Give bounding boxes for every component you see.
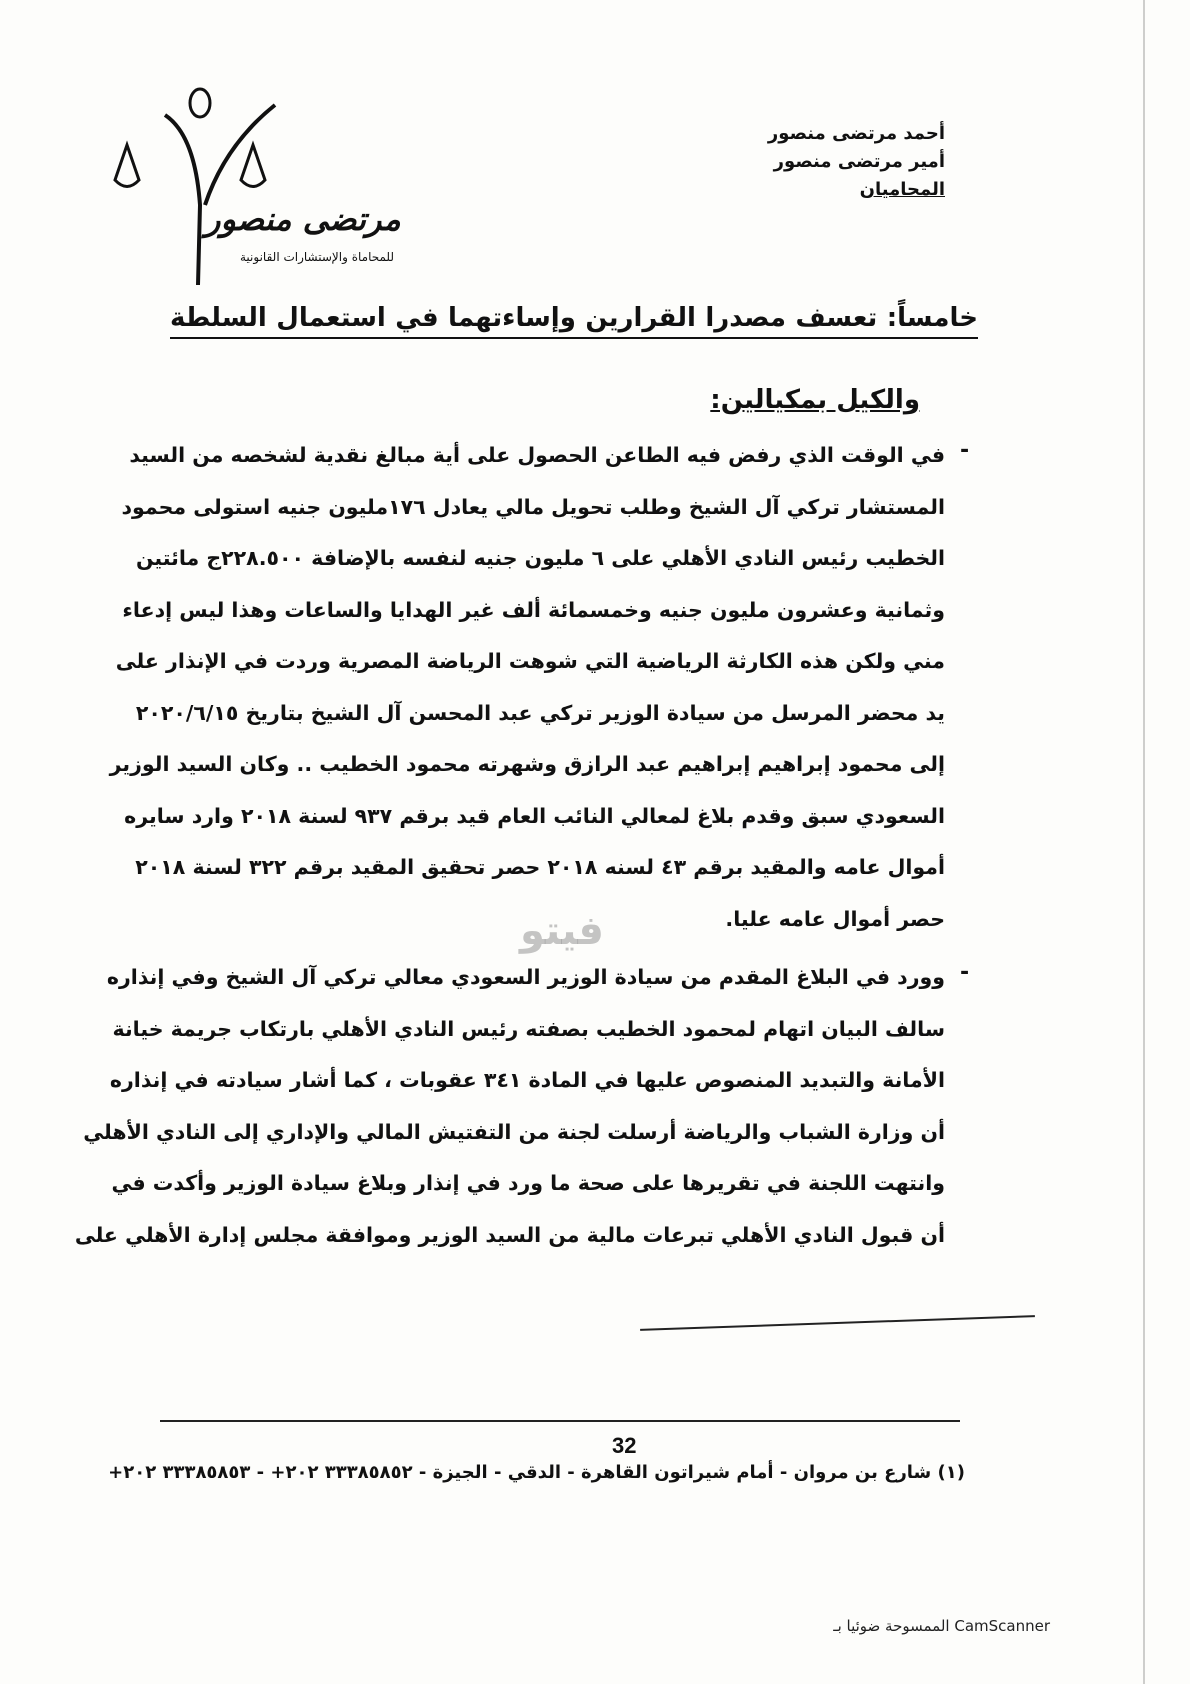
logo-subtitle: للمحاماة والإستشارات القانونية xyxy=(240,250,395,264)
body-line: حصر أموال عامه عليا. xyxy=(725,906,945,931)
body-line: الأمانة والتبديد المنصوص عليها في المادة ٣٤١ عقوبات ، كما أشار سيادته في إنذاره xyxy=(109,1068,945,1092)
scan-edge xyxy=(1143,0,1145,1684)
body-line: وانتهت اللجنة في تقريرها على صحة ما ورد في إنذار وبلاغ سيادة الوزير وأكدت في xyxy=(111,1171,945,1195)
body-line: في الوقت الذي رفض فيه الطاعن الحصول على أية مبالغ نقدية لشخصه من السيد xyxy=(129,443,945,467)
footer-rule xyxy=(160,1420,960,1422)
section-heading-cont: والكيل بمكيالين: xyxy=(710,385,920,415)
page-number: 32 xyxy=(612,1433,637,1458)
watermark: فيتو xyxy=(520,908,604,954)
body-line: الخطيب رئيس النادي الأهلي على ٦ مليون جنيه لنفسه بالإضافة ٢٢٨.٥٠٠ج مائتين xyxy=(135,546,945,570)
bullet: - xyxy=(960,438,970,463)
body-line: يد محضر المرسل من سيادة الوزير تركي عبد المحسن آل الشيخ بتاريخ ٢٠٢٠/٦/١٥ xyxy=(135,700,945,725)
body-line: إلى محمود إبراهيم إبراهيم عبد الرازق وشهرته محمود الخطيب .. وكان السيد الوزير xyxy=(109,752,945,776)
body-line: السعودي سبق وقدم بلاغ لمعالي النائب العام قيد برقم ٩٣٧ لسنة ٢٠١٨ وارد سايره xyxy=(124,803,945,828)
lawyers-title: المحاميان xyxy=(859,179,945,200)
lawyer-name: أحمد مرتضى منصور xyxy=(767,123,945,144)
body-line: مني ولكن هذه الكارثة الرياضية التي شوهت الرياضة المصرية وردت في الإنذار على xyxy=(115,649,945,673)
section-heading: خامساً: تعسف مصدرا القرارين وإساءتهما في استعمال السلطة xyxy=(170,303,978,339)
body-line: أموال عامه والمقيد برقم ٤٣ لسنه ٢٠١٨ حصر تحقيق المقيد برقم ٣٢٢ لسنة ٢٠١٨ xyxy=(135,855,945,879)
lawyer-name: أمير مرتضى منصور xyxy=(773,151,945,172)
body-line: أن وزارة الشباب والرياضة أرسلت لجنة من التفتيش المالي والإداري إلى النادي الأهلي xyxy=(83,1119,945,1144)
footer-rule xyxy=(640,1315,1035,1331)
footer-address: (١) شارع بن مروان - أمام شيراتون القاهرة - الدقي - الجيزة - ٣٣٣٨٥٨٥٢ ٢٠٢+ - ٣٣٣٨٥٨٥٣ ٢٠٢+ xyxy=(108,1462,965,1483)
body-line: المستشار تركي آل الشيخ وطلب تحويل مالي يعادل ١٧٦مليون جنيه استولى محمود xyxy=(121,494,945,519)
body-line: وثمانية وعشرون مليون جنيه وخمسمائة ألف غير الهدايا والساعات وهذا ليس إدعاء xyxy=(122,597,945,622)
bullet: - xyxy=(960,960,970,985)
body-line: سالف البيان اتهام لمحمود الخطيب بصفته رئيس النادي الأهلي بارتكاب جريمة خيانة xyxy=(112,1016,945,1041)
body-line: أن قبول النادي الأهلي تبرعات مالية من السيد الوزير وموافقة مجلس إدارة الأهلي على xyxy=(74,1222,945,1247)
camscanner-label: الممسوحة ضوئيا بـ CamScanner xyxy=(833,1617,1050,1635)
lawyers-block xyxy=(768,120,945,204)
logo-name: مرتضى منصور xyxy=(205,200,401,238)
body-line: وورد في البلاغ المقدم من سيادة الوزير السعودي معالي تركي آل الشيخ وفي إنذاره xyxy=(106,965,945,989)
